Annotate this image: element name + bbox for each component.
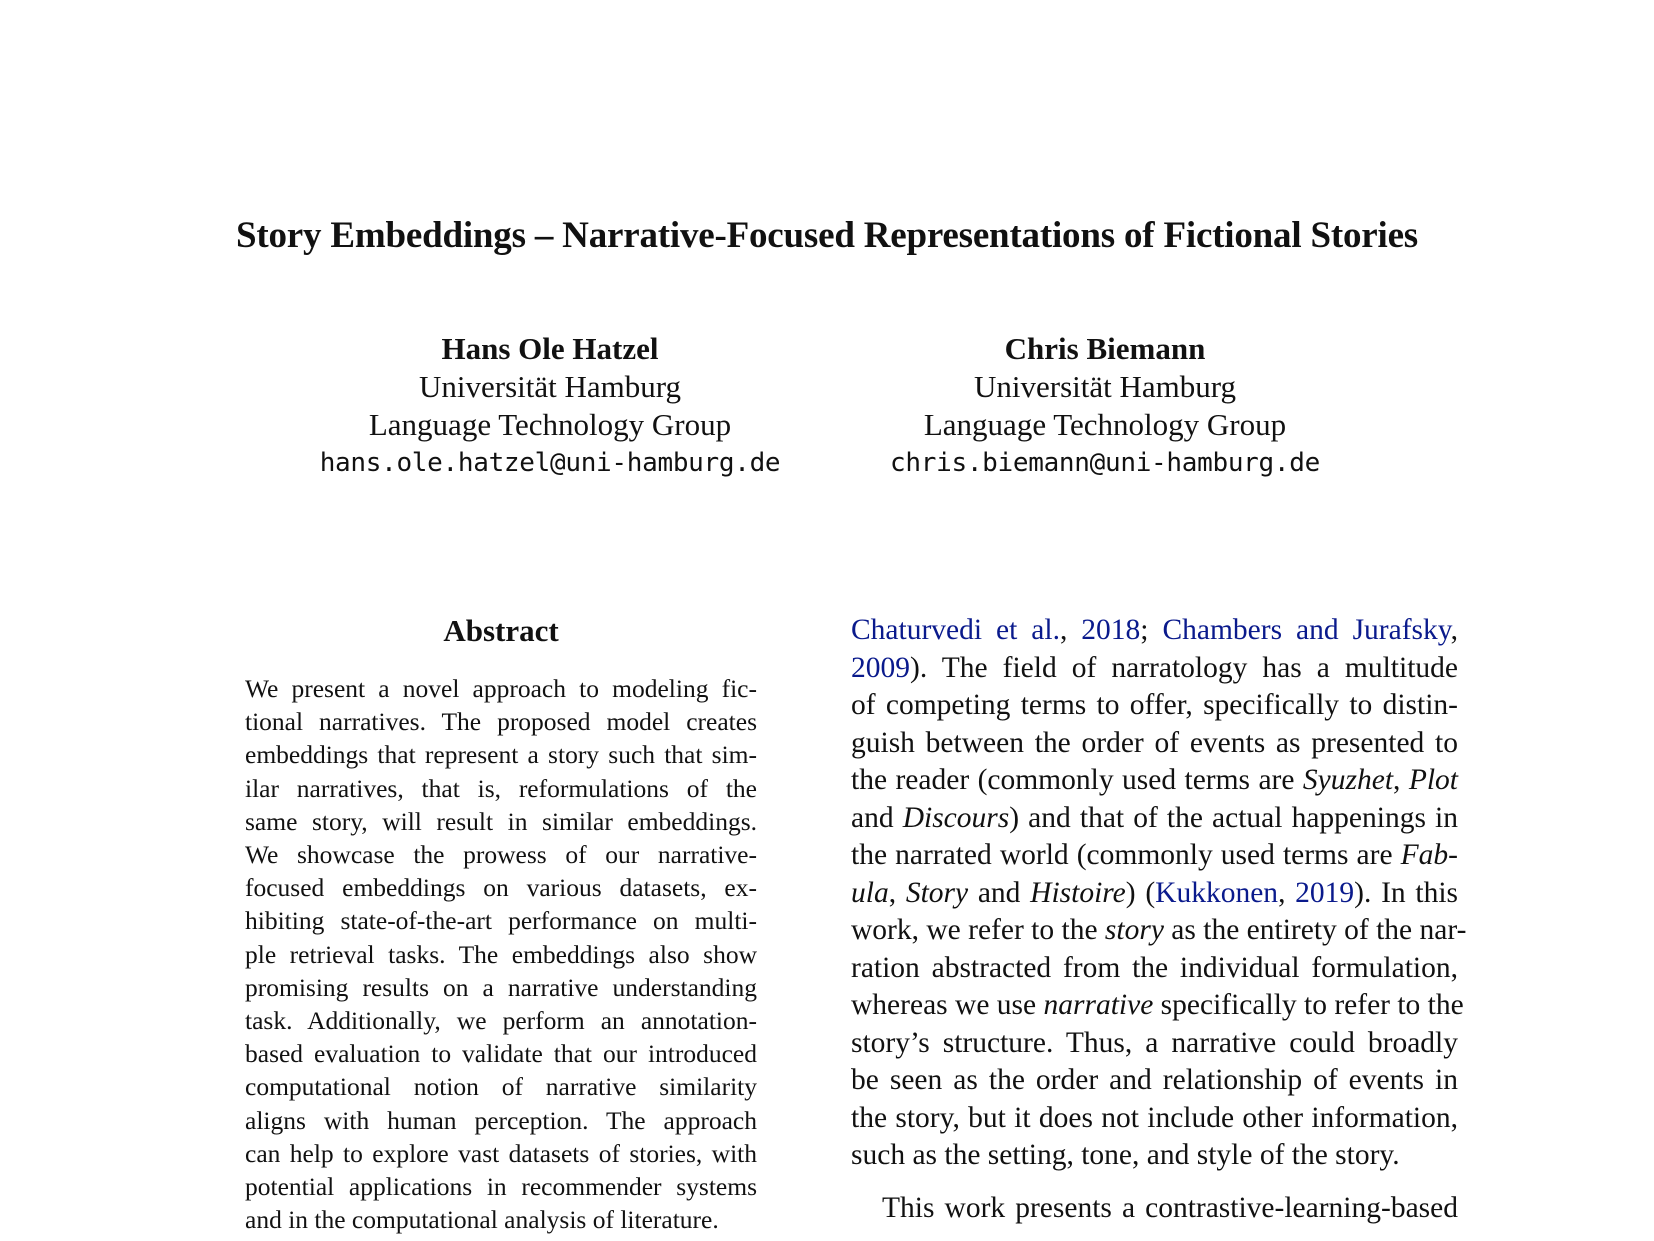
abstract-line: and in the computational analysis of literature. xyxy=(245,1205,719,1235)
text: ). The field of narratology has a multitude xyxy=(910,651,1458,684)
abstract-line: We present a novel approach to modeling fic- xyxy=(245,674,757,703)
term: Plot xyxy=(1408,764,1459,796)
author-name: Chris Biemann xyxy=(1004,331,1206,366)
abstract-line: potential applications in recommender systems xyxy=(245,1172,757,1202)
body-line xyxy=(851,650,1458,688)
body-line xyxy=(851,912,1467,950)
text: the reader (commonly used terms are xyxy=(851,764,1303,796)
abstract-column xyxy=(245,612,757,1236)
author-block-1 xyxy=(250,330,850,482)
text: as the entirety of the nar- xyxy=(1163,914,1467,946)
text: ) ( xyxy=(1125,876,1156,909)
citation-link[interactable]: Chambers and Jurafsky xyxy=(1162,614,1451,646)
body-line xyxy=(851,987,1464,1025)
abstract-line: We showcase the prowess of our narrative- xyxy=(245,840,757,870)
term: Syuzhet xyxy=(1302,764,1394,796)
text: work, we refer to the xyxy=(851,914,1105,946)
author-affiliation: Universität Hamburg xyxy=(418,369,682,404)
body-paragraph-1 xyxy=(851,612,1467,1175)
body-line: of competing terms to offer, specifically to distin- xyxy=(851,689,1458,721)
text: and xyxy=(968,876,1031,909)
body-line xyxy=(851,612,1458,650)
term: Story xyxy=(905,876,969,909)
abstract-line: can help to explore vast datasets of stories, with xyxy=(245,1138,757,1168)
text: whereas we use xyxy=(851,989,1044,1021)
abstract-line: aligns with human perception. The approach xyxy=(245,1105,757,1135)
body-line xyxy=(851,875,1458,913)
citation-link[interactable]: 2018 xyxy=(1081,614,1141,646)
term: narrative xyxy=(1043,989,1154,1021)
abstract-line: computational notion of narrative similarity xyxy=(245,1072,757,1102)
abstract-line: tional narratives. The proposed model creates xyxy=(245,707,757,737)
abstract-heading: Abstract xyxy=(443,613,559,648)
term: story xyxy=(1104,914,1164,946)
abstract-line: embeddings that represent a story such that sim- xyxy=(245,740,757,770)
text: ). In this xyxy=(1354,876,1459,909)
author-name: Hans Ole Hatzel xyxy=(441,331,659,366)
text: ) and that of the actual happenings in xyxy=(1009,801,1458,834)
abstract-line: task. Additionally, we perform an annotation- xyxy=(245,1006,757,1036)
abstract-line: ple retrieval tasks. The embeddings also show xyxy=(245,939,757,969)
body-line xyxy=(851,762,1458,800)
author-group: Language Technology Group xyxy=(923,407,1287,442)
body-line: be seen as the order and relationship of events in xyxy=(851,1064,1458,1096)
body-column xyxy=(851,612,1467,1227)
text: and xyxy=(851,801,903,834)
author-group: Language Technology Group xyxy=(368,407,732,442)
citation-link[interactable]: Chaturvedi et al. xyxy=(851,614,1060,646)
citation-link[interactable]: Kukkonen xyxy=(1155,876,1279,909)
text: , xyxy=(1278,876,1296,909)
abstract-line: same story, will result in similar embeddings. xyxy=(245,806,757,836)
term: Discours xyxy=(902,801,1010,834)
body-line: ration abstracted from the individual formulation, xyxy=(851,951,1458,984)
body-line xyxy=(851,837,1458,875)
term: Histoire xyxy=(1030,876,1126,909)
abstract-text xyxy=(245,672,757,1236)
author-affiliation: Universität Hamburg xyxy=(973,369,1237,404)
body-line: story’s structure. Thus, a narrative could broadly xyxy=(851,1026,1458,1059)
body-line xyxy=(851,800,1458,838)
text: , xyxy=(1059,614,1082,646)
abstract-line: focused embeddings on various datasets, ex- xyxy=(245,873,757,903)
body-line: guish between the order of events as presented to xyxy=(851,726,1458,759)
abstract-line: based evaluation to validate that our introduced xyxy=(245,1039,757,1069)
body-paragraph-2 xyxy=(851,1190,1458,1228)
term: ula xyxy=(851,876,889,909)
text: specifically to refer to the xyxy=(1153,989,1464,1021)
author-email: hans.ole.hatzel@uni-hamburg.de xyxy=(319,448,781,478)
abstract-line: promising results on a narrative understanding xyxy=(245,972,757,1002)
citation-link[interactable]: 2009 xyxy=(851,651,910,684)
text: the narrated world (commonly used terms are xyxy=(851,839,1401,871)
author-block-2 xyxy=(805,330,1405,482)
text: , xyxy=(1393,764,1409,796)
body-line: such as the setting, tone, and style of the story. xyxy=(851,1139,1400,1171)
text: , xyxy=(888,876,906,909)
abstract-line: ilar narratives, that is, reformulations of the xyxy=(245,773,757,803)
term: Fab- xyxy=(1400,839,1458,871)
author-email: chris.biemann@uni-hamburg.de xyxy=(890,448,1320,478)
text: , xyxy=(1450,614,1458,646)
paper-title: Story Embeddings – Narrative-Focused Representations of Fictional Stories xyxy=(236,215,1418,256)
body-line: the story, but it does not include other information, xyxy=(851,1101,1458,1134)
abstract-line: hibiting state-of-the-art performance on multi- xyxy=(245,906,757,936)
body-line: This work presents a contrastive-learning-based xyxy=(882,1191,1458,1224)
citation-link[interactable]: 2019 xyxy=(1295,876,1355,909)
text: ; xyxy=(1140,614,1163,646)
